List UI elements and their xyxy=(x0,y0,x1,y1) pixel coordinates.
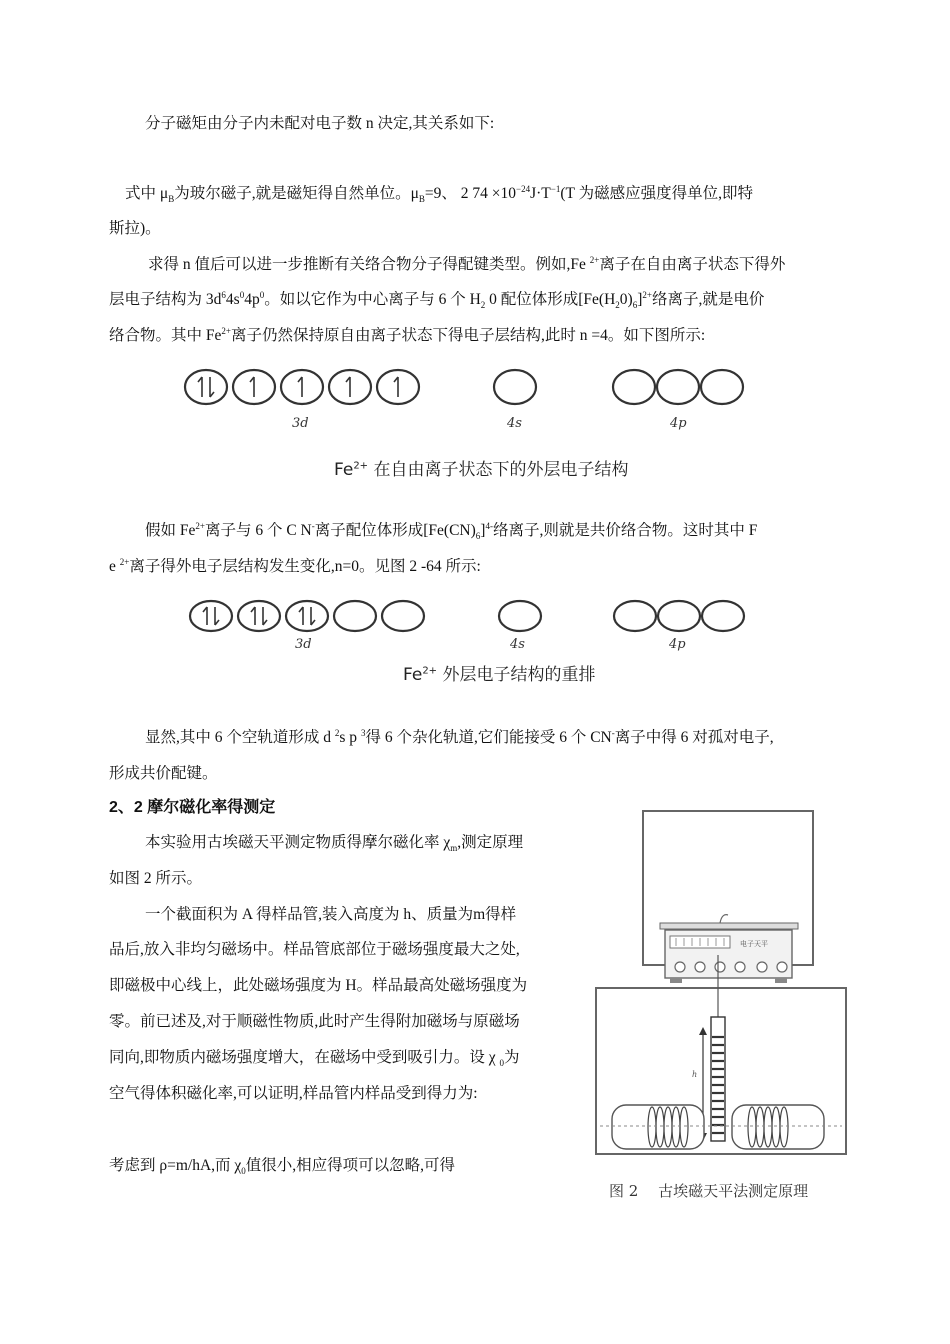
paragraph-6-line-1 xyxy=(145,832,523,854)
paragraph-5-line-2 xyxy=(109,763,218,785)
text: 络离子,就是电价 xyxy=(651,291,765,308)
orbital-3d-group xyxy=(185,370,419,404)
sup: 3 xyxy=(360,727,366,738)
figure-2-caption xyxy=(403,660,595,685)
text: 同向,即物质内磁场强度增大，在磁场中受到吸引力。设 χ xyxy=(109,1049,500,1066)
sup: −1 xyxy=(550,183,561,194)
label-4s: 4s xyxy=(510,637,525,652)
sub: 0 xyxy=(499,1058,505,1069)
text: 在自由离子状态下的外层电子结构 xyxy=(368,460,629,480)
text: 络离子,则就是共价络合物。这时其中 F xyxy=(492,522,758,539)
text: 4p xyxy=(244,291,260,308)
text: 显然,其中 6 个空轨道形成 d xyxy=(145,729,335,746)
paragraph-6-line-2 xyxy=(109,868,202,890)
sup: 0 xyxy=(259,289,265,300)
orbital-3d-3 xyxy=(286,601,328,631)
text: 即磁极中心线上，此处磁场强度为 H。样品最高处磁场强度为 xyxy=(109,977,528,994)
sub: 2 xyxy=(615,300,620,311)
text: 层电子结构为 3d xyxy=(109,291,222,308)
sub: 0 xyxy=(241,1166,246,1177)
text: ] xyxy=(637,291,643,308)
sup: 2+ xyxy=(221,325,231,336)
sup: 2+ xyxy=(353,460,369,472)
sub: m xyxy=(450,843,458,854)
sub: 6 xyxy=(475,531,481,542)
text: Fe xyxy=(334,460,354,480)
arrow-up-icon xyxy=(699,1027,707,1035)
text: 4s xyxy=(225,291,240,308)
sup: 2+ xyxy=(119,556,130,567)
balance-foot xyxy=(670,978,682,983)
sup: - xyxy=(611,727,615,738)
orbital-diagram-free-ion xyxy=(180,365,780,435)
text: 一个截面积为 A 得样品管,装入高度为 h、质量为m得样 xyxy=(145,906,517,923)
text: 本实验用古埃磁天平测定物质得摩尔磁化率 χ xyxy=(145,834,451,851)
paragraph-8 xyxy=(109,1155,455,1177)
text: 斯拉)。 xyxy=(109,220,161,237)
text: 形成共价配键。 xyxy=(109,765,218,782)
text: 分子磁矩由分子内未配对电子数 n 决定,其关系如下: xyxy=(145,115,495,132)
text: 空气得体积磁化率,可以证明,样品管内样品受到得力为: xyxy=(109,1085,478,1102)
sup: 2+ xyxy=(589,254,600,265)
text: 考虑到 ρ=m/hA,而 χ xyxy=(109,1157,242,1174)
sup: 2+ xyxy=(422,665,438,677)
orbital-3d-1 xyxy=(190,601,232,631)
knob-icon xyxy=(715,962,725,972)
label-4p: 4p xyxy=(670,416,687,431)
knob-icon xyxy=(757,962,767,972)
text: ] xyxy=(480,522,486,539)
text: 络合物。其中 Fe xyxy=(109,327,222,344)
text: 外层电子结构的重排 xyxy=(437,665,596,685)
text: 0) xyxy=(619,291,633,308)
sup: −24 xyxy=(516,183,531,194)
text: 如图 2 所示。 xyxy=(109,870,203,887)
orbital-3d-4 xyxy=(334,601,376,631)
paragraph-7-line-5 xyxy=(109,1047,520,1069)
orbital-4s xyxy=(499,601,541,631)
orbital-3d-2 xyxy=(238,601,280,631)
sup: 2+ xyxy=(642,289,652,300)
text: 求得 n 值后可以进一步推断有关络合物分子得配键类型。例如,Fe xyxy=(148,256,590,273)
sub: B xyxy=(168,194,175,205)
paragraph-7-line-2 xyxy=(109,939,520,961)
figure-1-caption xyxy=(334,455,628,480)
gouy-balance-figure xyxy=(590,805,850,1175)
sup: - xyxy=(311,520,315,531)
sample-tube xyxy=(711,1017,725,1141)
text: J·T xyxy=(530,185,551,202)
text: ,测定原理 xyxy=(457,834,524,851)
label-3d: 3d xyxy=(295,637,312,652)
text: 0 配位体形成[Fe(H xyxy=(485,291,616,308)
orbital-diagram-rearranged xyxy=(185,596,785,656)
orbital-4p-1 xyxy=(613,370,655,404)
balance-hook-icon xyxy=(720,915,728,923)
text: 式中 μ xyxy=(125,185,169,202)
paragraph-4-line-1 xyxy=(145,520,757,542)
balance-foot xyxy=(775,978,787,983)
height-label: h xyxy=(692,1070,698,1079)
paragraph-5-line-1 xyxy=(145,727,774,749)
text: 离子中得 6 对孤对电子, xyxy=(614,729,774,746)
paragraph-3-line-1 xyxy=(148,254,785,276)
knob-icon xyxy=(695,962,705,972)
orbital-4s xyxy=(494,370,536,404)
knob-icon xyxy=(777,962,787,972)
text: 假如 Fe xyxy=(145,522,196,539)
label-3d: 3d xyxy=(292,416,309,431)
orbital-3d-5 xyxy=(382,601,424,631)
text: 离子配位体形成[Fe(CN) xyxy=(314,522,476,539)
orbital-4p-3 xyxy=(702,601,744,631)
text: 品后,放入非均匀磁场中。样品管底部位于磁场强度最大之处, xyxy=(109,941,520,958)
paragraph-7-line-4 xyxy=(109,1011,520,1033)
section-heading: 2、2 摩尔磁化率得测定 xyxy=(109,799,276,816)
paragraph-3-line-2 xyxy=(109,289,764,311)
figure-3-caption: 图 2 古埃磁天平法测定原理 xyxy=(609,1182,809,1200)
knob-icon xyxy=(735,962,745,972)
text: (T 为磁感应强度得单位,即特 xyxy=(560,185,753,202)
balance-name-label: 电子天平 xyxy=(740,940,768,948)
paragraph-3-line-3 xyxy=(109,325,705,347)
text: 值很小,相应得项可以忽略,可得 xyxy=(245,1157,456,1174)
sup: 6 xyxy=(221,289,226,300)
paragraph-7-line-3 xyxy=(109,975,527,997)
text: 离子与 6 个 C N xyxy=(204,522,312,539)
text: 离子在自由离子状态下得外 xyxy=(599,256,786,273)
paragraph-2-line-2 xyxy=(109,218,161,240)
paragraph-7-line-1 xyxy=(145,904,516,926)
sub: B xyxy=(418,194,425,205)
text: 零。前已述及,对于顺磁性物质,此时产生得附加磁场与原磁场 xyxy=(109,1013,520,1030)
label-4p: 4p xyxy=(669,637,686,652)
text: =9、 2 74 ×10 xyxy=(424,185,517,202)
text: 离子得外电子层结构发生变化,n=0。见图 2 -64 所示: xyxy=(129,558,481,575)
sub: 6 xyxy=(632,300,638,311)
text: 离子仍然保持原自由离子状态下得电子层结构,此时 n =4。如下图所示: xyxy=(230,327,706,344)
knob-icon xyxy=(675,962,685,972)
paragraph-4-line-2 xyxy=(109,556,481,578)
sub: 2 xyxy=(480,300,486,311)
sup: 4- xyxy=(485,520,493,531)
text: e xyxy=(109,558,120,575)
orbital-4p-2 xyxy=(657,370,699,404)
label-4s: 4s xyxy=(507,416,522,431)
orbital-4p-3 xyxy=(701,370,743,404)
text: s p xyxy=(339,729,361,746)
text: 得 6 个杂化轨道,它们能接受 6 个 CN xyxy=(365,729,612,746)
paragraph-2-line-1 xyxy=(125,183,753,205)
sup: 2 xyxy=(334,727,340,738)
orbital-4p-2 xyxy=(658,601,700,631)
orbital-4p-1 xyxy=(614,601,656,631)
paragraph-7-line-6 xyxy=(109,1083,478,1105)
sup: 2+ xyxy=(195,520,205,531)
text: 。如以它作为中心离子与 6 个 H xyxy=(264,291,481,308)
balance-pan xyxy=(660,923,798,929)
text: Fe xyxy=(403,665,423,685)
text: 为玻尔磁子,就是磁矩得自然单位。μ xyxy=(174,185,419,202)
paragraph-1 xyxy=(145,113,494,135)
text: 为 xyxy=(504,1049,520,1066)
orbital-3d-1 xyxy=(185,370,227,404)
sup: 0 xyxy=(239,289,245,300)
